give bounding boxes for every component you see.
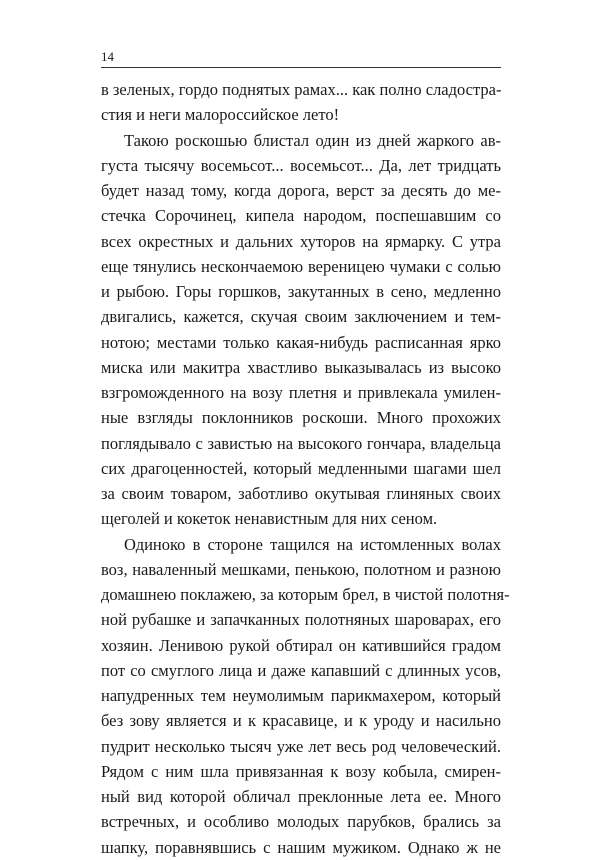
text-line: Рядом с ним шла привязанная к возу кобыла, смирен- xyxy=(101,761,501,781)
text-line: густа тысячу восемьсот... восемьсот... Да, лет тридцать xyxy=(101,155,501,175)
text-line: без зову является и к красавице, и к уроду и насильно xyxy=(101,711,501,731)
paragraph xyxy=(101,532,510,860)
paragraph xyxy=(101,77,501,128)
text-line: двигались, кажется, скучая своим заключением и тем- xyxy=(101,307,501,327)
text-line: домашнею поклажею, за которым брел, в чистой полотня- xyxy=(101,585,510,604)
text-line: поглядывало с завистью на высокого гончара, владельца xyxy=(101,433,501,453)
text-line: сих драгоценностей, который медленными шагами шел xyxy=(101,458,501,478)
text-line: всех окрестных и дальних хуторов на ярмарку. С утра xyxy=(101,231,501,251)
text-line: пудрит несколько тысяч уже лет весь род человеческий. xyxy=(101,736,501,756)
text-line: шапку, поравнявшись с нашим мужиком. Однако ж не xyxy=(101,837,501,857)
text-line: встречных, и особливо молодых парубков, брались за xyxy=(101,812,501,832)
text-line: стечка Сорочинец, кипела народом, поспешавшим со xyxy=(101,206,501,226)
page-number: 14 xyxy=(101,49,114,64)
paragraph xyxy=(101,128,501,532)
text-line: миска или макитра хвастливо выказывалась из высоко xyxy=(101,357,501,377)
text-line: будет назад тому, когда дорога, верст за десять до ме- xyxy=(101,181,501,200)
text-line: воз, наваленный мешками, пенькою, полотном и разною xyxy=(101,559,501,579)
text-line: ный вид которой обличал преклонные лета ее. Много xyxy=(101,787,501,806)
text-line: щеголей и кокеток ненавистным для них сеном. xyxy=(101,509,438,529)
text-line: еще тянулись нескончаемою вереницею чумаки с солью xyxy=(101,256,501,276)
text-line: за своим товаром, заботливо окутывая глиняных своих xyxy=(101,484,501,503)
text-line: стия и неги малороссийское лето! xyxy=(101,105,340,125)
text-line: Такою роскошью блистал один из дней жаркого ав- xyxy=(124,130,501,150)
text-line: в зеленых, гордо поднятых рамах... как полно сладостра- xyxy=(101,80,502,99)
text-line: и рыбою. Горы горшков, закутанных в сено, медленно xyxy=(101,282,501,301)
text-line: взгроможденного на возу плетня и привлекала умилен- xyxy=(101,383,501,402)
text-line: ной рубашке и запачканных полотняных шароварах, его xyxy=(101,610,501,630)
body-text xyxy=(101,77,510,860)
text-line: Одиноко в стороне тащился на истомленных волах xyxy=(124,534,501,554)
text-line: пот со смуглого лица и даже капавший с длинных усов, xyxy=(101,660,501,680)
text-line: ные взгляды поклонников роскоши. Много прохожих xyxy=(101,408,501,428)
text-line: нотою; местами только какая-нибудь расписанная ярко xyxy=(101,332,501,352)
text-line: напудренных тем неумолимым парикмахером, который xyxy=(101,686,501,705)
header-rule xyxy=(101,67,501,68)
text-line: хозяин. Ленивою рукой обтирал он катившийся градом xyxy=(101,635,501,655)
